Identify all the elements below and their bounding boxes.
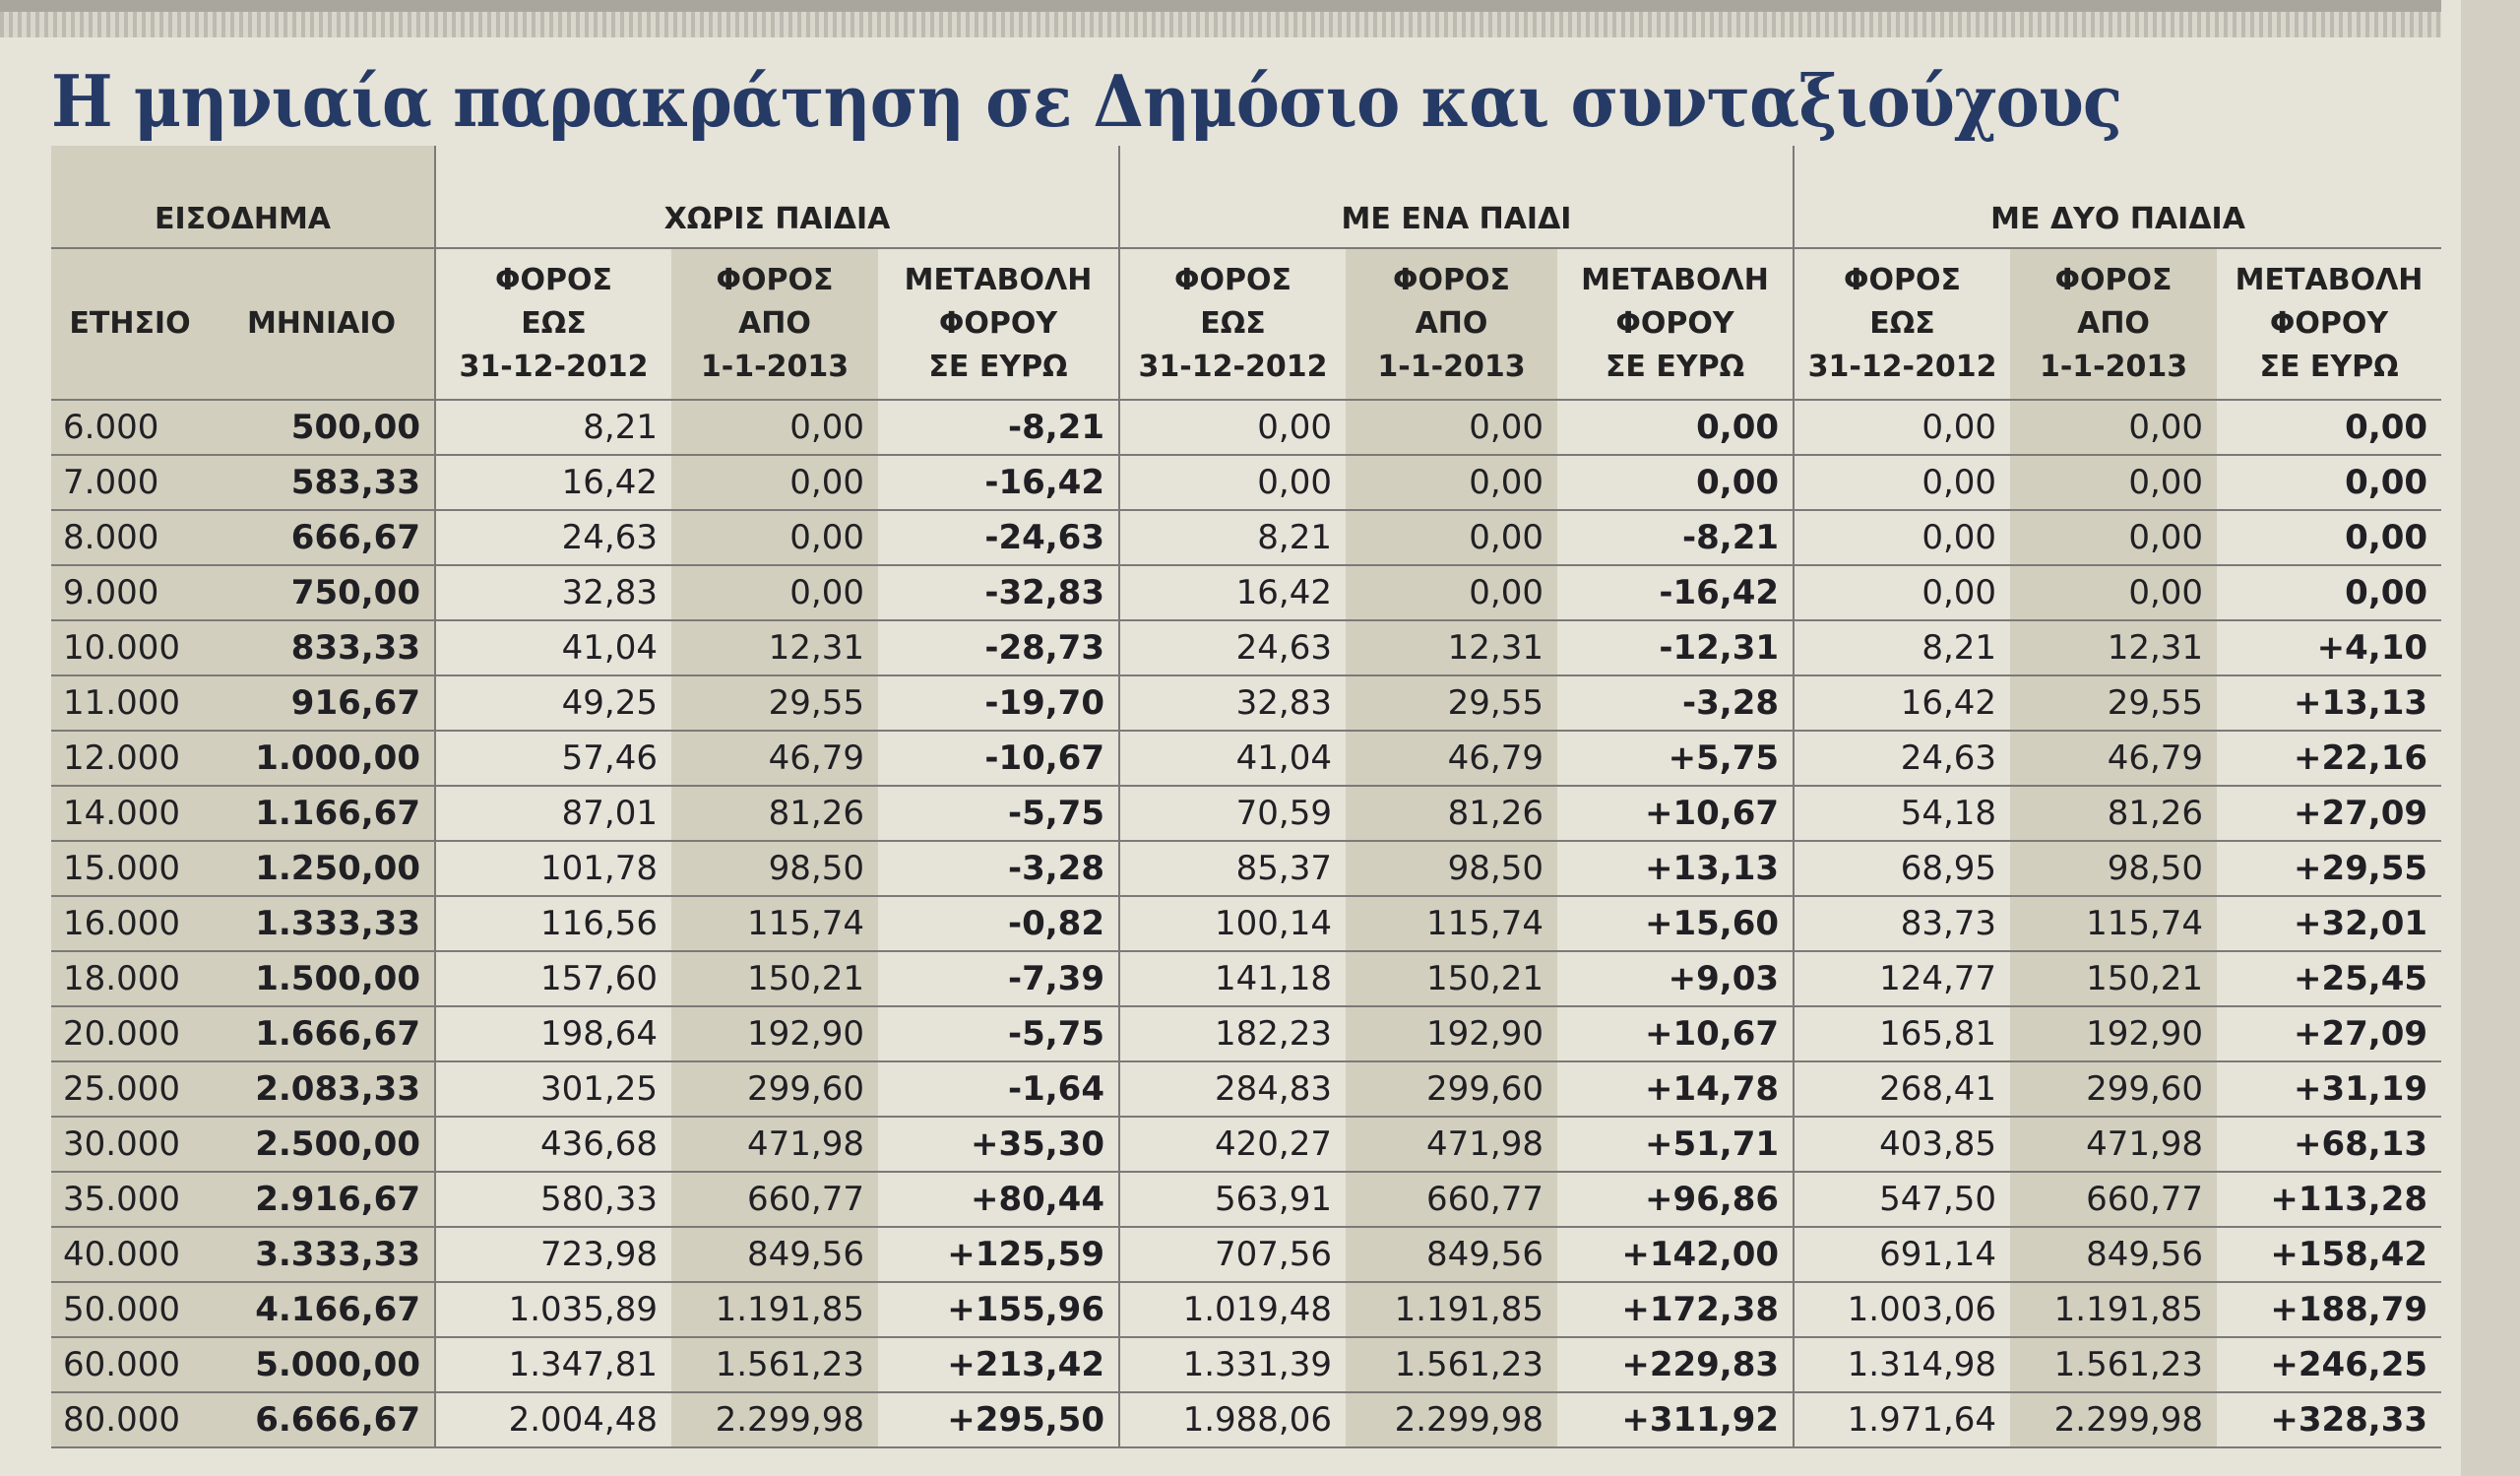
header-line: ΦΟΡΟΣ bbox=[716, 263, 834, 297]
table-cell: 46,79 bbox=[2010, 731, 2217, 786]
table-cell: 4.166,67 bbox=[209, 1282, 435, 1337]
table-cell: 41,04 bbox=[435, 620, 671, 675]
table-cell: 1.314,98 bbox=[1794, 1337, 2010, 1392]
table-cell: -10,67 bbox=[878, 731, 1119, 786]
table-cell: 198,64 bbox=[435, 1006, 671, 1061]
tax-new-header bbox=[671, 248, 878, 400]
header-line: ΦΟΡΟΣ bbox=[1174, 263, 1292, 297]
table-cell: 150,21 bbox=[2010, 951, 2217, 1006]
header-line: ΦΟΡΟΥ bbox=[2269, 306, 2389, 341]
table-cell: +113,28 bbox=[2217, 1172, 2441, 1227]
table-row bbox=[51, 951, 2441, 1006]
top-edge bbox=[0, 0, 2441, 12]
header-line: 1-1-2013 bbox=[700, 350, 850, 384]
table-cell: 24,63 bbox=[1794, 731, 2010, 786]
table-cell: 40.000 bbox=[51, 1227, 209, 1282]
table-cell: +68,13 bbox=[2217, 1117, 2441, 1172]
table-cell: 0,00 bbox=[1557, 455, 1794, 510]
table-cell: 29,55 bbox=[1346, 675, 1557, 731]
table-cell: -28,73 bbox=[878, 620, 1119, 675]
table-cell: 660,77 bbox=[1346, 1172, 1557, 1227]
table-cell: +10,67 bbox=[1557, 786, 1794, 841]
table-body bbox=[51, 400, 2441, 1447]
table-cell: -16,42 bbox=[878, 455, 1119, 510]
table-cell: 2.083,33 bbox=[209, 1061, 435, 1117]
header-line: 31-12-2012 bbox=[1138, 350, 1328, 384]
table-cell: +32,01 bbox=[2217, 896, 2441, 951]
table-cell: 849,56 bbox=[671, 1227, 878, 1282]
table-cell: 0,00 bbox=[1346, 565, 1557, 620]
table-cell: 29,55 bbox=[2010, 675, 2217, 731]
table-cell: 707,56 bbox=[1119, 1227, 1346, 1282]
table-cell: 192,90 bbox=[671, 1006, 878, 1061]
header-line: 1-1-2013 bbox=[1377, 350, 1526, 384]
table-cell: 0,00 bbox=[2010, 400, 2217, 455]
table-cell: 35.000 bbox=[51, 1172, 209, 1227]
table-cell: +25,45 bbox=[2217, 951, 2441, 1006]
table-cell: +13,13 bbox=[1557, 841, 1794, 896]
table-cell: +22,16 bbox=[2217, 731, 2441, 786]
table-cell: 192,90 bbox=[1346, 1006, 1557, 1061]
table-cell: -32,83 bbox=[878, 565, 1119, 620]
table-cell: -16,42 bbox=[1557, 565, 1794, 620]
table-row bbox=[51, 731, 2441, 786]
table-cell: +311,92 bbox=[1557, 1392, 1794, 1447]
table-row bbox=[51, 675, 2441, 731]
table-cell: 16,42 bbox=[1119, 565, 1346, 620]
tax-old-header bbox=[435, 248, 671, 400]
table-cell: 11.000 bbox=[51, 675, 209, 731]
header-line: ΦΟΡΟΥ bbox=[1615, 306, 1734, 341]
table-cell: 70,59 bbox=[1119, 786, 1346, 841]
header-line: ΕΩΣ bbox=[521, 306, 587, 341]
table-cell: 29,55 bbox=[671, 675, 878, 731]
table-cell: 0,00 bbox=[671, 565, 878, 620]
table-cell: +5,75 bbox=[1557, 731, 1794, 786]
table-row bbox=[51, 565, 2441, 620]
table-cell: -1,64 bbox=[878, 1061, 1119, 1117]
table-cell: +80,44 bbox=[878, 1172, 1119, 1227]
group-no-children: ΧΩΡΙΣ ΠΑΙΔΙΑ bbox=[435, 146, 1119, 248]
table-cell: 284,83 bbox=[1119, 1061, 1346, 1117]
table-cell: 1.561,23 bbox=[1346, 1337, 1557, 1392]
header-line: ΜΕΤΑΒΟΛΗ bbox=[1581, 263, 1769, 297]
table-cell: 60.000 bbox=[51, 1337, 209, 1392]
table-cell: 0,00 bbox=[671, 455, 878, 510]
table-cell: +31,19 bbox=[2217, 1061, 2441, 1117]
table-cell: 0,00 bbox=[2217, 455, 2441, 510]
table-cell: 30.000 bbox=[51, 1117, 209, 1172]
table-cell: 0,00 bbox=[1119, 400, 1346, 455]
table-cell: +328,33 bbox=[2217, 1392, 2441, 1447]
table-cell: -7,39 bbox=[878, 951, 1119, 1006]
table-row bbox=[51, 1061, 2441, 1117]
table-cell: 9.000 bbox=[51, 565, 209, 620]
table-cell: 500,00 bbox=[209, 400, 435, 455]
table-cell: 2.299,98 bbox=[2010, 1392, 2217, 1447]
table-cell: 32,83 bbox=[435, 565, 671, 620]
table-cell: 403,85 bbox=[1794, 1117, 2010, 1172]
header-line: ΜΕΤΑΒΟΛΗ bbox=[2235, 263, 2424, 297]
table-cell: 8,21 bbox=[1794, 620, 2010, 675]
table-cell: 101,78 bbox=[435, 841, 671, 896]
table-row bbox=[51, 1227, 2441, 1282]
table-cell: 0,00 bbox=[1794, 510, 2010, 565]
table-cell: 25.000 bbox=[51, 1061, 209, 1117]
table-cell: 1.019,48 bbox=[1119, 1282, 1346, 1337]
table-row bbox=[51, 620, 2441, 675]
table-cell: 471,98 bbox=[671, 1117, 878, 1172]
table-cell: 80.000 bbox=[51, 1392, 209, 1447]
table-cell: +188,79 bbox=[2217, 1282, 2441, 1337]
table-row bbox=[51, 455, 2441, 510]
table-cell: 81,26 bbox=[2010, 786, 2217, 841]
table-cell: 691,14 bbox=[1794, 1227, 2010, 1282]
table-cell: 1.988,06 bbox=[1119, 1392, 1346, 1447]
group-two-children: ΜΕ ΔΥΟ ΠΑΙΔΙΑ bbox=[1794, 146, 2441, 248]
table-cell: 1.333,33 bbox=[209, 896, 435, 951]
table-cell: 16,42 bbox=[435, 455, 671, 510]
table-cell: 1.191,85 bbox=[671, 1282, 878, 1337]
table-cell: 1.191,85 bbox=[2010, 1282, 2217, 1337]
table-cell: 50.000 bbox=[51, 1282, 209, 1337]
table-row bbox=[51, 1172, 2441, 1227]
table-cell: 0,00 bbox=[1557, 400, 1794, 455]
table-cell: 116,56 bbox=[435, 896, 671, 951]
table-cell: 6.000 bbox=[51, 400, 209, 455]
table-cell: 115,74 bbox=[2010, 896, 2217, 951]
table-cell: 301,25 bbox=[435, 1061, 671, 1117]
table-cell: 141,18 bbox=[1119, 951, 1346, 1006]
tax-table-wrapper bbox=[51, 146, 2441, 1442]
header-line: ΑΠΟ bbox=[2077, 306, 2150, 341]
table-cell: 57,46 bbox=[435, 731, 671, 786]
table-cell: 2.916,67 bbox=[209, 1172, 435, 1227]
table-row bbox=[51, 400, 2441, 455]
tax-old-header bbox=[1794, 248, 2010, 400]
table-cell: 98,50 bbox=[671, 841, 878, 896]
table-cell: 1.666,67 bbox=[209, 1006, 435, 1061]
table-cell: -3,28 bbox=[1557, 675, 1794, 731]
table-cell: 0,00 bbox=[2217, 565, 2441, 620]
table-cell: 2.299,98 bbox=[671, 1392, 878, 1447]
table-cell: 0,00 bbox=[1794, 565, 2010, 620]
table-cell: 2.004,48 bbox=[435, 1392, 671, 1447]
header-line: ΣΕ ΕΥΡΩ bbox=[1605, 350, 1745, 384]
table-cell: 299,60 bbox=[2010, 1061, 2217, 1117]
header-line: ΦΟΡΟΣ bbox=[2054, 263, 2173, 297]
table-row bbox=[51, 510, 2441, 565]
table-cell: 420,27 bbox=[1119, 1117, 1346, 1172]
table-cell: 580,33 bbox=[435, 1172, 671, 1227]
annual-header bbox=[51, 248, 209, 400]
table-cell: 24,63 bbox=[1119, 620, 1346, 675]
header-line: ΑΠΟ bbox=[1415, 306, 1488, 341]
table-cell: 41,04 bbox=[1119, 731, 1346, 786]
table-cell: 563,91 bbox=[1119, 1172, 1346, 1227]
table-cell: 0,00 bbox=[1346, 455, 1557, 510]
header-line: ΑΠΟ bbox=[738, 306, 811, 341]
table-cell: +155,96 bbox=[878, 1282, 1119, 1337]
table-cell: 0,00 bbox=[1794, 400, 2010, 455]
header-line: ΕΩΣ bbox=[1200, 306, 1266, 341]
table-cell: 81,26 bbox=[1346, 786, 1557, 841]
table-cell: 1.035,89 bbox=[435, 1282, 671, 1337]
table-cell: 547,50 bbox=[1794, 1172, 2010, 1227]
table-row bbox=[51, 1006, 2441, 1061]
table-cell: 7.000 bbox=[51, 455, 209, 510]
table-cell: +172,38 bbox=[1557, 1282, 1794, 1337]
header-line: ΦΟΡΟΣ bbox=[1393, 263, 1510, 297]
table-cell: 8.000 bbox=[51, 510, 209, 565]
table-cell: 18.000 bbox=[51, 951, 209, 1006]
table-cell: -3,28 bbox=[878, 841, 1119, 896]
table-cell: 916,67 bbox=[209, 675, 435, 731]
table-row bbox=[51, 786, 2441, 841]
table-cell: 1.250,00 bbox=[209, 841, 435, 896]
table-cell: -8,21 bbox=[878, 400, 1119, 455]
table-cell: +51,71 bbox=[1557, 1117, 1794, 1172]
table-cell: +9,03 bbox=[1557, 951, 1794, 1006]
article-title: Η μηνιαία παρακράτηση σε Δημόσιο και συνταξιούχους bbox=[51, 59, 2122, 143]
table-cell: 583,33 bbox=[209, 455, 435, 510]
table-cell: 0,00 bbox=[2217, 400, 2441, 455]
table-cell: 98,50 bbox=[1346, 841, 1557, 896]
table-cell: 436,68 bbox=[435, 1117, 671, 1172]
table-cell: 24,63 bbox=[435, 510, 671, 565]
table-cell: 0,00 bbox=[1346, 510, 1557, 565]
table-row bbox=[51, 1282, 2441, 1337]
table-cell: 15.000 bbox=[51, 841, 209, 896]
table-cell: 20.000 bbox=[51, 1006, 209, 1061]
table-cell: -0,82 bbox=[878, 896, 1119, 951]
table-cell: 471,98 bbox=[1346, 1117, 1557, 1172]
income-header: ΕΙΣΟΔΗΜΑ bbox=[51, 146, 435, 248]
table-cell: 81,26 bbox=[671, 786, 878, 841]
table-cell: 2.500,00 bbox=[209, 1117, 435, 1172]
table-cell: 833,33 bbox=[209, 620, 435, 675]
tax-change-header bbox=[1557, 248, 1794, 400]
table-cell: -12,31 bbox=[1557, 620, 1794, 675]
table-cell: 6.666,67 bbox=[209, 1392, 435, 1447]
table-cell: 299,60 bbox=[1346, 1061, 1557, 1117]
table-cell: 16,42 bbox=[1794, 675, 2010, 731]
table-cell: 666,67 bbox=[209, 510, 435, 565]
table-cell: 100,14 bbox=[1119, 896, 1346, 951]
tax-new-header bbox=[1346, 248, 1557, 400]
table-cell: 1.347,81 bbox=[435, 1337, 671, 1392]
table-cell: 1.331,39 bbox=[1119, 1337, 1346, 1392]
table-row bbox=[51, 1392, 2441, 1447]
table-cell: 83,73 bbox=[1794, 896, 2010, 951]
header-line: ΕΩΣ bbox=[1869, 306, 1935, 341]
table-cell: 192,90 bbox=[2010, 1006, 2217, 1061]
table-cell: +10,67 bbox=[1557, 1006, 1794, 1061]
table-cell: 0,00 bbox=[2010, 510, 2217, 565]
tax-change-header bbox=[2217, 248, 2441, 400]
table-row bbox=[51, 1337, 2441, 1392]
table-cell: 49,25 bbox=[435, 675, 671, 731]
table-cell: +213,42 bbox=[878, 1337, 1119, 1392]
table-cell: -8,21 bbox=[1557, 510, 1794, 565]
table-cell: +27,09 bbox=[2217, 786, 2441, 841]
table-cell: +15,60 bbox=[1557, 896, 1794, 951]
table-cell: +96,86 bbox=[1557, 1172, 1794, 1227]
table-row bbox=[51, 896, 2441, 951]
table-cell: 54,18 bbox=[1794, 786, 2010, 841]
table-row bbox=[51, 841, 2441, 896]
table-cell: 1.191,85 bbox=[1346, 1282, 1557, 1337]
table-cell: +246,25 bbox=[2217, 1337, 2441, 1392]
table-cell: 8,21 bbox=[435, 400, 671, 455]
annual-label: ΕΤΗΣΙΟ bbox=[69, 306, 191, 341]
table-cell: 1.561,23 bbox=[2010, 1337, 2217, 1392]
table-cell: 8,21 bbox=[1119, 510, 1346, 565]
table-cell: -24,63 bbox=[878, 510, 1119, 565]
table-cell: 14.000 bbox=[51, 786, 209, 841]
table-cell: 0,00 bbox=[1346, 400, 1557, 455]
table-cell: 87,01 bbox=[435, 786, 671, 841]
table-cell: +35,30 bbox=[878, 1117, 1119, 1172]
table-cell: 12,31 bbox=[1346, 620, 1557, 675]
table-cell: 0,00 bbox=[1794, 455, 2010, 510]
table-cell: +125,59 bbox=[878, 1227, 1119, 1282]
table-cell: 46,79 bbox=[1346, 731, 1557, 786]
table-cell: 182,23 bbox=[1119, 1006, 1346, 1061]
table-cell: 16.000 bbox=[51, 896, 209, 951]
table-cell: +27,09 bbox=[2217, 1006, 2441, 1061]
table-cell: 124,77 bbox=[1794, 951, 2010, 1006]
table-cell: 165,81 bbox=[1794, 1006, 2010, 1061]
table-cell: 115,74 bbox=[671, 896, 878, 951]
table-cell: +13,13 bbox=[2217, 675, 2441, 731]
table-cell: 12.000 bbox=[51, 731, 209, 786]
table-cell: 157,60 bbox=[435, 951, 671, 1006]
table-cell: 68,95 bbox=[1794, 841, 2010, 896]
table-cell: 1.561,23 bbox=[671, 1337, 878, 1392]
group-one-child: ΜΕ ΕΝΑ ΠΑΙΔΙ bbox=[1119, 146, 1794, 248]
table-cell: 115,74 bbox=[1346, 896, 1557, 951]
table-cell: 0,00 bbox=[671, 400, 878, 455]
table-cell: 5.000,00 bbox=[209, 1337, 435, 1392]
header-line: ΦΟΡΟΥ bbox=[938, 306, 1058, 341]
table-cell: 32,83 bbox=[1119, 675, 1346, 731]
table-cell: 46,79 bbox=[671, 731, 878, 786]
tax-table bbox=[51, 146, 2441, 1448]
table-cell: 660,77 bbox=[2010, 1172, 2217, 1227]
table-cell: +229,83 bbox=[1557, 1337, 1794, 1392]
table-cell: 12,31 bbox=[2010, 620, 2217, 675]
table-cell: 1.166,67 bbox=[209, 786, 435, 841]
table-cell: 3.333,33 bbox=[209, 1227, 435, 1282]
tax-new-header bbox=[2010, 248, 2217, 400]
table-cell: 12,31 bbox=[671, 620, 878, 675]
header-line: ΜΕΤΑΒΟΛΗ bbox=[904, 263, 1093, 297]
table-cell: 150,21 bbox=[1346, 951, 1557, 1006]
table-cell: 268,41 bbox=[1794, 1061, 2010, 1117]
monthly-label: ΜΗΝΙΑΙΟ bbox=[246, 306, 397, 341]
table-cell: 660,77 bbox=[671, 1172, 878, 1227]
table-cell: 1.000,00 bbox=[209, 731, 435, 786]
table-cell: 85,37 bbox=[1119, 841, 1346, 896]
page-edge bbox=[2461, 0, 2520, 1476]
table-cell: 299,60 bbox=[671, 1061, 878, 1117]
table-cell: -5,75 bbox=[878, 1006, 1119, 1061]
header-line: ΦΟΡΟΣ bbox=[1844, 263, 1962, 297]
table-cell: 0,00 bbox=[2217, 510, 2441, 565]
table-cell: 723,98 bbox=[435, 1227, 671, 1282]
header-line: ΣΕ ΕΥΡΩ bbox=[928, 350, 1068, 384]
table-cell: 471,98 bbox=[2010, 1117, 2217, 1172]
header-line: ΦΟΡΟΣ bbox=[495, 263, 612, 297]
table-cell: 750,00 bbox=[209, 565, 435, 620]
header-line: 31-12-2012 bbox=[459, 350, 649, 384]
table-cell: 10.000 bbox=[51, 620, 209, 675]
table-cell: +4,10 bbox=[2217, 620, 2441, 675]
tax-change-header bbox=[878, 248, 1119, 400]
header-line: 1-1-2013 bbox=[2039, 350, 2188, 384]
table-cell: 98,50 bbox=[2010, 841, 2217, 896]
table-cell: +142,00 bbox=[1557, 1227, 1794, 1282]
table-cell: 1.971,64 bbox=[1794, 1392, 2010, 1447]
table-cell: +295,50 bbox=[878, 1392, 1119, 1447]
table-cell: 0,00 bbox=[671, 510, 878, 565]
monthly-header bbox=[209, 248, 435, 400]
tax-old-header bbox=[1119, 248, 1346, 400]
table-cell: 1.003,06 bbox=[1794, 1282, 2010, 1337]
table-cell: +14,78 bbox=[1557, 1061, 1794, 1117]
table-cell: -19,70 bbox=[878, 675, 1119, 731]
table-cell: 849,56 bbox=[2010, 1227, 2217, 1282]
table-cell: -5,75 bbox=[878, 786, 1119, 841]
table-cell: +29,55 bbox=[2217, 841, 2441, 896]
table-row bbox=[51, 1117, 2441, 1172]
table-cell: 1.500,00 bbox=[209, 951, 435, 1006]
table-cell: +158,42 bbox=[2217, 1227, 2441, 1282]
table-cell: 0,00 bbox=[1119, 455, 1346, 510]
table-cell: 0,00 bbox=[2010, 565, 2217, 620]
table-cell: 2.299,98 bbox=[1346, 1392, 1557, 1447]
header-line: ΣΕ ΕΥΡΩ bbox=[2259, 350, 2399, 384]
table-cell: 150,21 bbox=[671, 951, 878, 1006]
table-cell: 849,56 bbox=[1346, 1227, 1557, 1282]
header-line: 31-12-2012 bbox=[1807, 350, 1997, 384]
table-cell: 0,00 bbox=[2010, 455, 2217, 510]
